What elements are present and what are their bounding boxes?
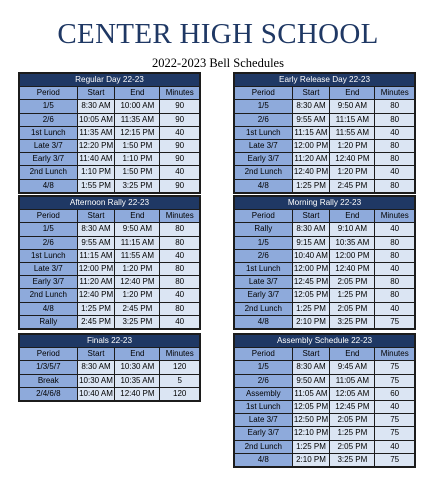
table-row (235, 361, 415, 374)
column-header-start: Start (77, 348, 115, 361)
period-cell: 1st Lunch (20, 126, 78, 139)
period-cell: 2nd Lunch (235, 440, 293, 453)
start-time-cell: 10:40 AM (292, 249, 330, 262)
period-cell: Early 3/7 (20, 153, 78, 166)
start-time-cell: 12:00 PM (77, 262, 115, 275)
table-row (20, 113, 200, 126)
table-row (20, 236, 200, 249)
column-header-row (235, 87, 415, 100)
schedule-regular-day (18, 72, 201, 194)
schedule-title: Assembly Schedule 22-23 (235, 335, 415, 348)
minutes-cell: 40 (160, 126, 200, 139)
end-time-cell: 3:25 PM (115, 179, 160, 192)
minutes-cell: 5 (160, 374, 200, 387)
table-row (235, 427, 415, 440)
minutes-cell: 80 (160, 276, 200, 289)
period-cell: 2/6 (20, 236, 78, 249)
table-row (20, 302, 200, 315)
start-time-cell: 12:05 PM (292, 400, 330, 413)
table-row (20, 249, 200, 262)
table-row (235, 249, 415, 262)
period-cell: 1/5 (235, 100, 293, 113)
period-cell: 2/6 (235, 113, 293, 126)
start-time-cell: 11:20 AM (77, 276, 115, 289)
end-time-cell: 11:15 AM (330, 113, 375, 126)
minutes-cell: 80 (160, 302, 200, 315)
start-time-cell: 12:45 PM (292, 276, 330, 289)
minutes-cell: 60 (375, 387, 415, 400)
table-row (235, 315, 415, 328)
start-time-cell: 1:55 PM (77, 179, 115, 192)
table-row (20, 166, 200, 179)
table-row (235, 153, 415, 166)
period-cell: 2nd Lunch (20, 166, 78, 179)
start-time-cell: 10:30 AM (77, 374, 115, 387)
minutes-cell: 90 (160, 100, 200, 113)
table-row (235, 387, 415, 400)
column-header-start: Start (292, 210, 330, 223)
table-row (235, 126, 415, 139)
minutes-cell: 40 (375, 302, 415, 315)
end-time-cell: 1:20 PM (330, 166, 375, 179)
schedule-table (19, 196, 200, 329)
end-time-cell: 2:05 PM (330, 302, 375, 315)
table-row (20, 361, 200, 374)
start-time-cell: 9:50 AM (292, 374, 330, 387)
table-row (235, 453, 415, 466)
minutes-cell: 80 (375, 100, 415, 113)
start-time-cell: 9:55 AM (292, 113, 330, 126)
minutes-cell: 75 (375, 361, 415, 374)
period-cell: 1st Lunch (235, 400, 293, 413)
start-time-cell: 2:45 PM (77, 315, 115, 328)
start-time-cell: 12:40 PM (292, 166, 330, 179)
end-time-cell: 2:45 PM (330, 179, 375, 192)
end-time-cell: 12:40 PM (115, 276, 160, 289)
minutes-cell: 90 (160, 179, 200, 192)
schedule-table (234, 334, 415, 467)
schedule-afternoon-rally (18, 195, 201, 330)
period-cell: Break (20, 374, 78, 387)
minutes-cell: 40 (160, 315, 200, 328)
column-header-row (20, 348, 200, 361)
column-header-start: Start (77, 87, 115, 100)
start-time-cell: 11:40 AM (77, 153, 115, 166)
table-row (235, 179, 415, 192)
column-header-minutes: Minutes (160, 210, 200, 223)
end-time-cell: 1:20 PM (115, 262, 160, 275)
table-row (20, 262, 200, 275)
column-header-start: Start (77, 210, 115, 223)
end-time-cell: 12:40 PM (330, 153, 375, 166)
period-cell: Late 3/7 (235, 276, 293, 289)
minutes-cell: 120 (160, 361, 200, 374)
schedule-title: Finals 22-23 (20, 335, 200, 348)
period-cell: 1/5 (20, 100, 78, 113)
period-cell: 4/8 (235, 315, 293, 328)
start-time-cell: 12:00 PM (292, 262, 330, 275)
period-cell: 1st Lunch (20, 249, 78, 262)
minutes-cell: 90 (160, 153, 200, 166)
period-cell: Early 3/7 (20, 276, 78, 289)
minutes-cell: 40 (160, 289, 200, 302)
column-header-period: Period (20, 210, 78, 223)
table-row (235, 276, 415, 289)
table-row (20, 387, 200, 400)
minutes-cell: 80 (160, 262, 200, 275)
start-time-cell: 1:25 PM (292, 440, 330, 453)
start-time-cell: 1:25 PM (292, 302, 330, 315)
column-header-start: Start (292, 87, 330, 100)
end-time-cell: 1:50 PM (115, 166, 160, 179)
start-time-cell: 8:30 AM (77, 223, 115, 236)
period-cell: 1/5 (235, 236, 293, 249)
schedule-table (234, 196, 415, 329)
minutes-cell: 75 (375, 453, 415, 466)
table-row (235, 100, 415, 113)
column-header-end: End (330, 87, 375, 100)
table-row (235, 262, 415, 275)
table-row (20, 315, 200, 328)
column-header-minutes: Minutes (375, 87, 415, 100)
minutes-cell: 80 (375, 236, 415, 249)
period-cell: 2nd Lunch (235, 302, 293, 315)
end-time-cell: 11:55 AM (330, 126, 375, 139)
end-time-cell: 12:05 AM (330, 387, 375, 400)
start-time-cell: 1:25 PM (292, 179, 330, 192)
start-time-cell: 12:00 PM (292, 139, 330, 152)
end-time-cell: 1:50 PM (115, 139, 160, 152)
start-time-cell: 11:15 AM (77, 249, 115, 262)
minutes-cell: 40 (375, 223, 415, 236)
schedule-title: Regular Day 22-23 (20, 74, 200, 87)
period-cell: 4/8 (235, 453, 293, 466)
period-cell: Assembly (235, 387, 293, 400)
minutes-cell: 40 (160, 249, 200, 262)
column-header-row (20, 210, 200, 223)
period-cell: Late 3/7 (235, 139, 293, 152)
period-cell: 1st Lunch (235, 126, 293, 139)
start-time-cell: 9:55 AM (77, 236, 115, 249)
start-time-cell: 9:15 AM (292, 236, 330, 249)
table-row (20, 126, 200, 139)
schedule-early-release (233, 72, 416, 194)
school-title: CENTER HIGH SCHOOL (57, 18, 379, 50)
minutes-cell: 40 (375, 440, 415, 453)
schedule-morning-rally (233, 195, 416, 330)
table-row (235, 440, 415, 453)
table-row (235, 289, 415, 302)
end-time-cell: 9:50 AM (330, 100, 375, 113)
period-cell: Late 3/7 (20, 139, 78, 152)
minutes-cell: 90 (160, 113, 200, 126)
period-cell: 1st Lunch (235, 262, 293, 275)
column-header-minutes: Minutes (160, 87, 200, 100)
minutes-cell: 120 (160, 387, 200, 400)
start-time-cell: 12:50 PM (292, 414, 330, 427)
minutes-cell: 80 (160, 236, 200, 249)
table-row (20, 289, 200, 302)
start-time-cell: 11:35 AM (77, 126, 115, 139)
start-time-cell: 8:30 AM (292, 361, 330, 374)
end-time-cell: 10:00 AM (115, 100, 160, 113)
column-header-period: Period (235, 87, 293, 100)
minutes-cell: 80 (375, 179, 415, 192)
column-header-row (20, 87, 200, 100)
end-time-cell: 12:40 PM (115, 387, 160, 400)
column-header-period: Period (235, 210, 293, 223)
start-time-cell: 8:30 AM (292, 223, 330, 236)
start-time-cell: 8:30 AM (77, 361, 115, 374)
column-header-end: End (115, 87, 160, 100)
end-time-cell: 1:25 PM (330, 427, 375, 440)
end-time-cell: 1:20 PM (115, 289, 160, 302)
minutes-cell: 40 (160, 166, 200, 179)
period-cell: 1/3/5/7 (20, 361, 78, 374)
end-time-cell: 3:25 PM (330, 315, 375, 328)
end-time-cell: 1:20 PM (330, 139, 375, 152)
period-cell: 4/8 (235, 179, 293, 192)
minutes-cell: 40 (375, 126, 415, 139)
end-time-cell: 11:55 AM (115, 249, 160, 262)
schedule-title: Morning Rally 22-23 (235, 197, 415, 210)
column-header-end: End (115, 210, 160, 223)
table-row (235, 414, 415, 427)
minutes-cell: 80 (375, 249, 415, 262)
period-cell: Rally (20, 315, 78, 328)
minutes-cell: 80 (375, 153, 415, 166)
end-time-cell: 2:05 PM (330, 440, 375, 453)
minutes-cell: 80 (375, 139, 415, 152)
minutes-cell: 80 (375, 276, 415, 289)
end-time-cell: 10:30 AM (115, 361, 160, 374)
schedule-assembly (233, 333, 416, 468)
start-time-cell: 1:10 PM (77, 166, 115, 179)
end-time-cell: 12:00 PM (330, 249, 375, 262)
table-row (20, 374, 200, 387)
start-time-cell: 8:30 AM (292, 100, 330, 113)
period-cell: 2/6 (235, 374, 293, 387)
end-time-cell: 9:45 AM (330, 361, 375, 374)
table-row (235, 400, 415, 413)
start-time-cell: 11:15 AM (292, 126, 330, 139)
end-time-cell: 9:50 AM (115, 223, 160, 236)
end-time-cell: 10:35 AM (330, 236, 375, 249)
column-header-period: Period (235, 348, 293, 361)
bell-schedules-subtitle: 2022-2023 Bell Schedules (152, 56, 284, 70)
period-cell: 2/6 (20, 113, 78, 126)
start-time-cell: 12:20 PM (77, 139, 115, 152)
end-time-cell: 2:05 PM (330, 276, 375, 289)
schedule-finals (18, 333, 201, 402)
minutes-cell: 40 (375, 400, 415, 413)
period-cell: Rally (235, 223, 293, 236)
table-row (235, 166, 415, 179)
table-row (235, 113, 415, 126)
column-header-minutes: Minutes (375, 210, 415, 223)
end-time-cell: 11:05 AM (330, 374, 375, 387)
period-cell: 2/6 (235, 249, 293, 262)
start-time-cell: 8:30 AM (77, 100, 115, 113)
column-header-start: Start (292, 348, 330, 361)
start-time-cell: 10:05 AM (77, 113, 115, 126)
table-row (235, 374, 415, 387)
start-time-cell: 2:10 PM (292, 453, 330, 466)
end-time-cell: 12:15 PM (115, 126, 160, 139)
schedule-title: Early Release Day 22-23 (235, 74, 415, 87)
minutes-cell: 75 (375, 374, 415, 387)
end-time-cell: 1:10 PM (115, 153, 160, 166)
table-row (235, 236, 415, 249)
table-row (235, 139, 415, 152)
end-time-cell: 12:40 PM (330, 262, 375, 275)
start-time-cell: 1:25 PM (77, 302, 115, 315)
column-header-period: Period (20, 348, 78, 361)
start-time-cell: 11:20 AM (292, 153, 330, 166)
start-time-cell: 10:40 AM (77, 387, 115, 400)
minutes-cell: 90 (160, 139, 200, 152)
period-cell: 2nd Lunch (235, 166, 293, 179)
minutes-cell: 40 (375, 166, 415, 179)
period-cell: 2nd Lunch (20, 289, 78, 302)
column-header-end: End (330, 348, 375, 361)
period-cell: 4/8 (20, 179, 78, 192)
table-row (235, 223, 415, 236)
end-time-cell: 9:10 AM (330, 223, 375, 236)
end-time-cell: 3:25 PM (330, 453, 375, 466)
table-row (20, 223, 200, 236)
schedule-table (19, 334, 200, 401)
column-header-period: Period (20, 87, 78, 100)
column-header-minutes: Minutes (160, 348, 200, 361)
table-row (235, 302, 415, 315)
period-cell: 1/5 (235, 361, 293, 374)
period-cell: 4/8 (20, 302, 78, 315)
minutes-cell: 80 (375, 113, 415, 126)
minutes-cell: 80 (160, 223, 200, 236)
schedule-table (19, 73, 200, 193)
schedule-table (234, 73, 415, 193)
table-row (20, 153, 200, 166)
table-row (20, 276, 200, 289)
period-cell: 2/4/6/8 (20, 387, 78, 400)
period-cell: Early 3/7 (235, 289, 293, 302)
end-time-cell: 3:25 PM (115, 315, 160, 328)
minutes-cell: 75 (375, 427, 415, 440)
minutes-cell: 75 (375, 414, 415, 427)
minutes-cell: 80 (375, 289, 415, 302)
period-cell: Late 3/7 (235, 414, 293, 427)
column-header-row (235, 348, 415, 361)
column-header-minutes: Minutes (375, 348, 415, 361)
period-cell: Early 3/7 (235, 153, 293, 166)
start-time-cell: 12:05 PM (292, 289, 330, 302)
table-row (20, 179, 200, 192)
schedule-title: Afternoon Rally 22-23 (20, 197, 200, 210)
start-time-cell: 2:10 PM (292, 315, 330, 328)
start-time-cell: 12:10 PM (292, 427, 330, 440)
table-row (20, 100, 200, 113)
column-header-end: End (115, 348, 160, 361)
end-time-cell: 11:35 AM (115, 113, 160, 126)
end-time-cell: 1:25 PM (330, 289, 375, 302)
column-header-end: End (330, 210, 375, 223)
table-row (20, 139, 200, 152)
end-time-cell: 12:45 PM (330, 400, 375, 413)
period-cell: 1/5 (20, 223, 78, 236)
end-time-cell: 2:45 PM (115, 302, 160, 315)
minutes-cell: 40 (375, 262, 415, 275)
start-time-cell: 12:40 PM (77, 289, 115, 302)
minutes-cell: 75 (375, 315, 415, 328)
period-cell: Late 3/7 (20, 262, 78, 275)
period-cell: Early 3/7 (235, 427, 293, 440)
end-time-cell: 11:15 AM (115, 236, 160, 249)
end-time-cell: 2:05 PM (330, 414, 375, 427)
column-header-row (235, 210, 415, 223)
start-time-cell: 11:05 AM (292, 387, 330, 400)
end-time-cell: 10:35 AM (115, 374, 160, 387)
